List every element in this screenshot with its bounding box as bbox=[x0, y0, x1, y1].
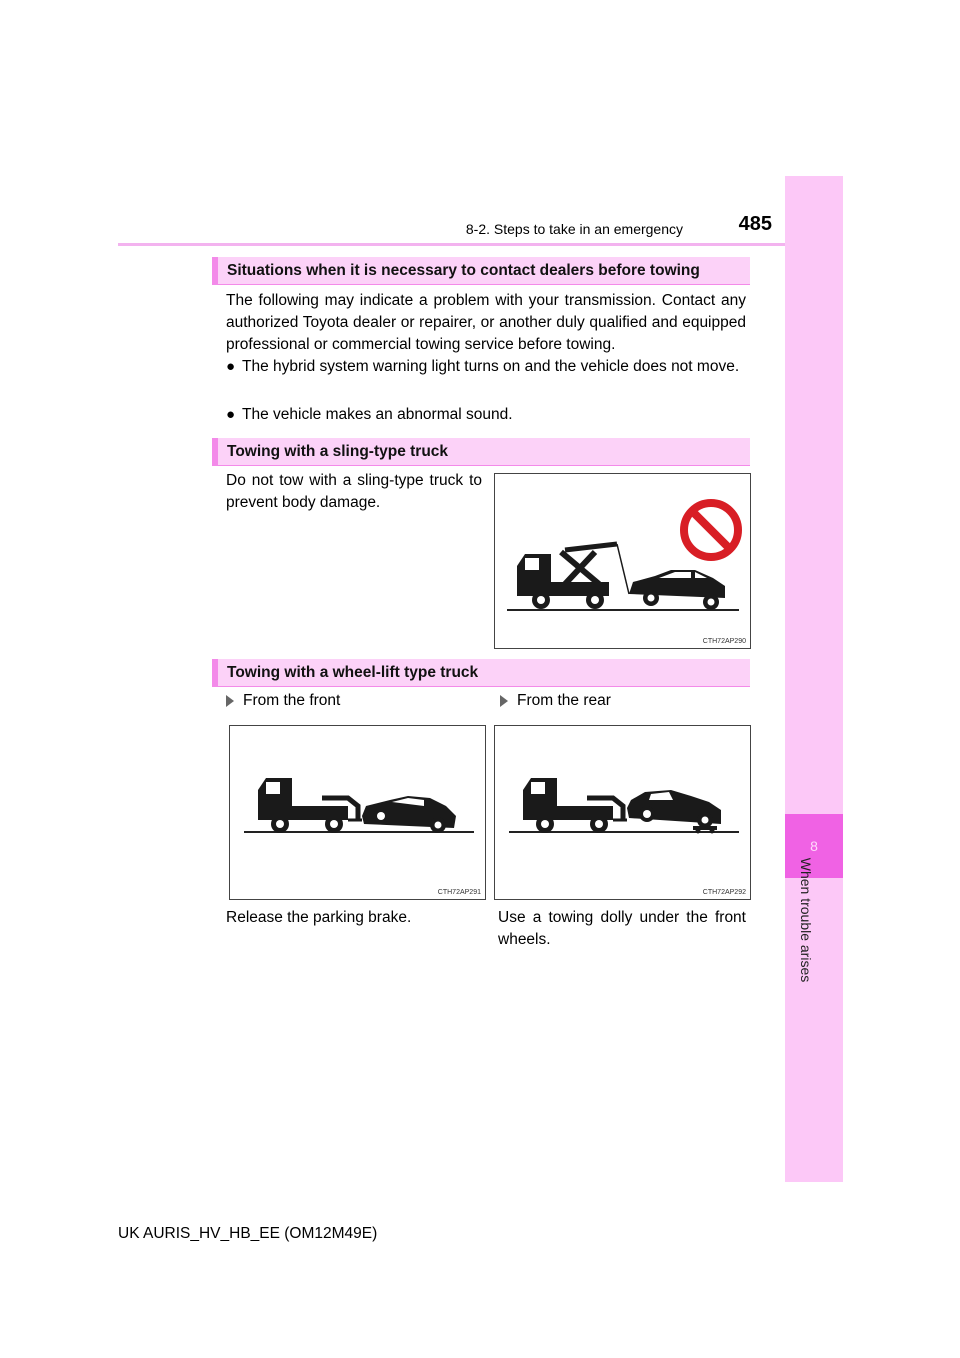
from-front-text: From the front bbox=[243, 692, 341, 709]
from-rear-label bbox=[500, 692, 611, 710]
rear-tow-illustration bbox=[495, 726, 750, 899]
bullet-item bbox=[226, 404, 746, 426]
front-tow-caption: Release the parking brake. bbox=[226, 909, 412, 926]
sling-truck-text: Do not tow with a sling-type truck to prevent body damage. bbox=[226, 472, 482, 511]
arrow-right-icon bbox=[226, 695, 234, 707]
chapter-title: When trouble arises bbox=[798, 857, 814, 983]
page-number: 485 bbox=[738, 213, 772, 235]
figure-code: CTH72AP290 bbox=[702, 638, 746, 645]
chapter-number: 8 bbox=[810, 838, 818, 854]
front-tow-figure bbox=[229, 725, 486, 900]
contact-dealers-intro: The following may indicate a problem with your transmission. Contact any authorized Toyota dealer or repairer, or another duly qualified and equipped professional or commercial towing service before towing. bbox=[226, 292, 746, 353]
chapter-number-tab bbox=[785, 814, 843, 878]
arrow-right-icon bbox=[500, 695, 508, 707]
sling-truck-figure bbox=[494, 473, 751, 649]
bullet-text: The hybrid system warning light turns on and the vehicle does not move. bbox=[242, 358, 740, 375]
bullet-text: The vehicle makes an abnormal sound. bbox=[242, 406, 513, 423]
section-title-contact-dealers bbox=[212, 257, 750, 285]
bullet-item bbox=[226, 356, 746, 378]
section-title-text: Situations when it is necessary to contact dealers before towing bbox=[227, 261, 700, 279]
figure-code: CTH72AP291 bbox=[437, 889, 481, 896]
figure-code: CTH72AP292 bbox=[702, 889, 746, 896]
section-title-sling-truck bbox=[212, 438, 750, 466]
from-rear-text: From the rear bbox=[517, 692, 611, 709]
bullet-icon: ● bbox=[226, 358, 236, 375]
model-footer: UK AURIS_HV_HB_EE (OM12M49E) bbox=[118, 1225, 378, 1242]
section-title-text: Towing with a wheel-lift type truck bbox=[227, 663, 479, 681]
front-tow-illustration bbox=[230, 726, 485, 899]
from-front-label bbox=[226, 692, 340, 710]
rear-tow-caption: Use a towing dolly under the front wheels. bbox=[498, 909, 746, 948]
chapter-side-tab bbox=[785, 176, 843, 1182]
bullet-icon: ● bbox=[226, 406, 236, 423]
rear-tow-figure bbox=[494, 725, 751, 900]
sling-truck-illustration bbox=[495, 474, 750, 648]
section-title-text: Towing with a sling-type truck bbox=[227, 442, 449, 460]
header-rule bbox=[118, 243, 842, 246]
section-heading: 8-2. Steps to take in an emergency bbox=[465, 221, 683, 237]
section-title-wheel-lift-truck bbox=[212, 659, 750, 687]
